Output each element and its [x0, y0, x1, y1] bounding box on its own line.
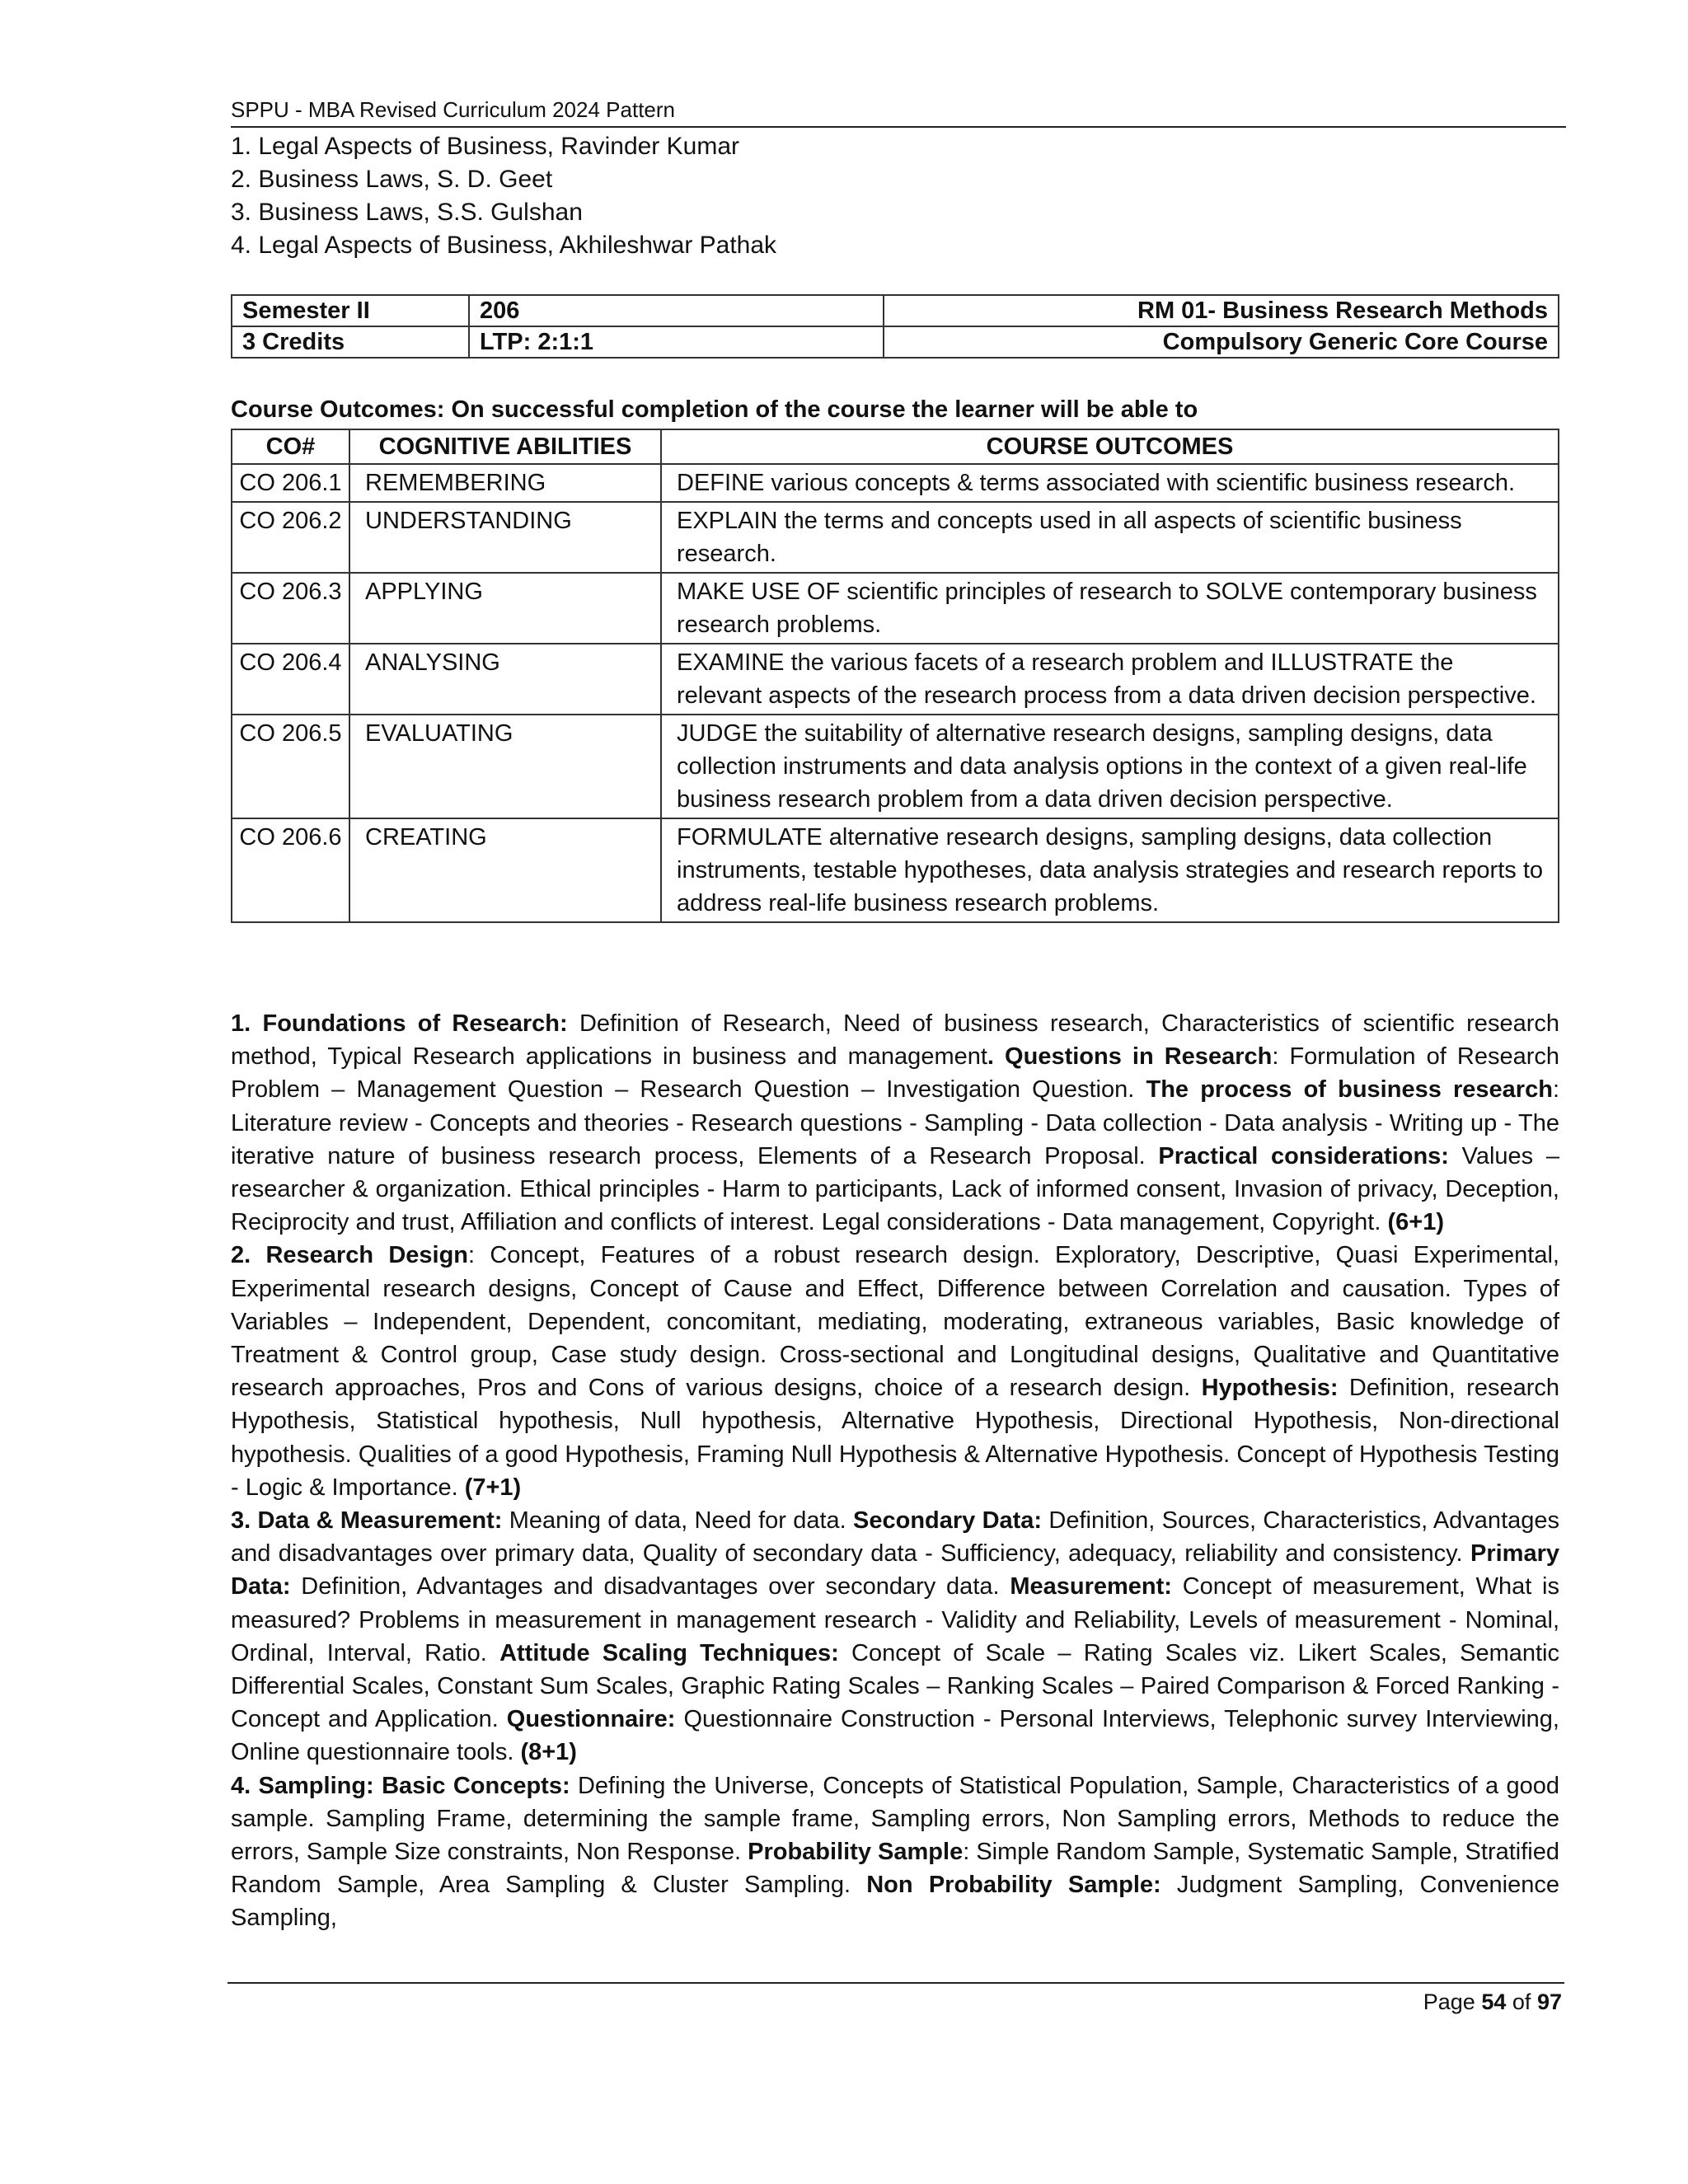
unit-text: Definition, Sources, Characteristics, Advantages and disadvantages over primary data, Quality of secondary data - Sufficiency, adequacy, reliability and consistency.	[231, 1507, 1560, 1568]
reference-item: 3. Business Laws, S.S. Gulshan	[231, 199, 583, 226]
table-row	[232, 326, 1559, 358]
course-outcome: DEFINE various concepts & terms associated with scientific business research.	[661, 464, 1559, 502]
course-outcomes-heading: Course Outcomes: On successful completion of the course the learner will be able to	[231, 396, 1198, 423]
reference-list	[231, 130, 1566, 262]
unit-2-paragraph	[231, 1239, 1559, 1504]
cognitive-ability: UNDERSTANDING	[349, 502, 661, 573]
column-header: COGNITIVE ABILITIES	[349, 429, 661, 464]
unit-subtitle: Probability Sample	[748, 1839, 964, 1866]
unit-subtitle: Attitude Scaling Techniques:	[499, 1639, 839, 1666]
unit-subtitle: Hypothesis:	[1201, 1375, 1339, 1402]
co-code: CO 206.4	[232, 644, 349, 715]
unit-subtitle: Practical considerations:	[1158, 1142, 1449, 1169]
unit-text: : Formulation of Research Problem – Management Question – Research Question – Investigation Question.	[231, 1043, 1559, 1104]
course-outcome: EXPLAIN the terms and concepts used in all aspects of scientific business research.	[661, 502, 1559, 573]
unit-text: Concept of Scale – Rating Scales viz. Likert Scales, Semantic Differential Scales, Constant Sum Scales, Graphic Rating Scales – Ranking Scales – Paired Comparison & Forced Ranking - Concept and Application.	[231, 1639, 1559, 1733]
table-row	[232, 573, 1559, 644]
table-row	[232, 295, 1559, 326]
ltp-cell: LTP: 2:1:1	[469, 326, 884, 358]
course-type-cell: Compulsory Generic Core Course	[884, 326, 1559, 358]
course-outcome: JUDGE the suitability of alternative research designs, sampling designs, data collection instruments and data analysis options in the context of a given real-life business research problem from a data driven decision perspective.	[661, 715, 1559, 818]
table-row	[232, 464, 1559, 502]
reference-item: 1. Legal Aspects of Business, Ravinder Kumar	[231, 133, 739, 160]
unit-text: : Concept, Features of a robust research design. Exploratory, Descriptive, Quasi Experimental, Experimental research designs, Concept of Cause and Effect, Difference between Correlation and causation. Types of Variables – Independent, Dependent, concomitant, mediating, moderating, extraneous variables, Basic knowledge of Treatment & Control group, Case study design. Cross-sectional and Longitudinal designs, Qualitative and Quantitative research approaches, Pros and Cons of various designs, choice of a research design.	[231, 1242, 1559, 1402]
page-total: 97	[1536, 1990, 1562, 2014]
unit-hours: (7+1)	[464, 1474, 522, 1501]
unit-title: 4. Sampling: Basic Concepts:	[231, 1772, 570, 1799]
table-row	[232, 644, 1559, 715]
co-code: CO 206.3	[232, 573, 349, 644]
unit-text: Definition, Advantages and disadvantages over secondary data.	[290, 1573, 1010, 1601]
page-label: Page	[1423, 1990, 1475, 2014]
course-outcome: FORMULATE alternative research designs, sampling designs, data collection instruments, testable hypotheses, data analysis strategies and research reports to address real-life business research problems.	[661, 818, 1559, 922]
unit-text: Judgment Sampling, Convenience Sampling,	[231, 1872, 1559, 1932]
unit-text: Concept of measurement, What is measured? Problems in measurement in management research - Validity and Reliability, Levels of measurement - Nominal, Ordinal, Interval, Ratio.	[231, 1573, 1559, 1666]
unit-subtitle: The process of business research	[1146, 1076, 1553, 1104]
cognitive-ability: REMEMBERING	[349, 464, 661, 502]
page-current: 54	[1481, 1990, 1507, 2014]
unit-3-paragraph	[231, 1504, 1559, 1769]
unit-hours: (8+1)	[520, 1739, 577, 1766]
of-label: of	[1512, 1990, 1531, 2014]
course-outcome: MAKE USE OF scientific principles of research to SOLVE contemporary business research problems.	[661, 573, 1559, 644]
unit-subtitle: . Questions in Research	[987, 1043, 1273, 1071]
co-code: CO 206.6	[232, 818, 349, 922]
course-info-table	[231, 294, 1559, 359]
unit-title: 1. Foundations of Research:	[231, 1010, 568, 1037]
co-code: CO 206.1	[232, 464, 349, 502]
syllabus-body	[231, 1007, 1559, 1935]
course-outcomes-table	[231, 429, 1559, 923]
unit-1-paragraph	[231, 1007, 1559, 1239]
unit-text: Definition, research Hypothesis, Statistical hypothesis, Null hypothesis, Alternative Hypothesis, Directional Hypothesis, Non-directional hypothesis. Qualities of a good Hypothesis, Framing Null Hypothesis & Alternative Hypothesis. Concept of Hypothesis Testing - Logic & Importance.	[231, 1375, 1559, 1501]
column-header: CO#	[232, 429, 349, 464]
unit-hours: (6+1)	[1387, 1209, 1444, 1236]
unit-subtitle: Secondary Data:	[853, 1507, 1043, 1535]
unit-text: Defining the Universe, Concepts of Statistical Population, Sample, Characteristics of a good sample. Sampling Frame, determining the sample frame, Sampling errors, Non Sampling errors, Methods to reduce the errors, Sample Size constraints, Non Response.	[231, 1772, 1560, 1866]
unit-subtitle: Measurement:	[1010, 1573, 1172, 1601]
cognitive-ability: ANALYSING	[349, 644, 661, 715]
unit-title: 2. Research Design	[231, 1242, 469, 1269]
column-header: COURSE OUTCOMES	[661, 429, 1559, 464]
co-code: CO 206.5	[232, 715, 349, 818]
unit-text: : Simple Random Sample, Systematic Sample, Stratified Random Sample, Area Sampling & Cluster Sampling.	[231, 1839, 1559, 1899]
unit-subtitle: Non Probability Sample:	[866, 1872, 1161, 1899]
table-row	[232, 502, 1559, 573]
semester-cell: Semester II	[232, 295, 469, 326]
reference-item: 2. Business Laws, S. D. Geet	[231, 166, 553, 193]
unit-4-paragraph	[231, 1769, 1559, 1935]
unit-text: Values – researcher & organization. Ethical principles - Harm to participants, Lack of informed consent, Invasion of privacy, Deception, Reciprocity and trust, Affiliation and conflicts of interest. Legal considerations - Data management, Copyright.	[231, 1142, 1560, 1236]
course-name-cell: RM 01- Business Research Methods	[884, 295, 1559, 326]
reference-item: 4. Legal Aspects of Business, Akhileshwar Pathak	[231, 232, 777, 259]
unit-subtitle: Primary Data:	[231, 1540, 1559, 1601]
page-number	[1423, 1990, 1562, 2015]
unit-subtitle: Questionnaire:	[506, 1706, 676, 1733]
course-code-cell: 206	[469, 295, 884, 326]
unit-text: Definition of Research, Need of business research, Characteristics of scientific research method, Typical Research applications in business and management	[231, 1010, 1559, 1071]
cognitive-ability: APPLYING	[349, 573, 661, 644]
page-header: SPPU - MBA Revised Curriculum 2024 Pattern	[231, 97, 1566, 128]
unit-text: : Literature review - Concepts and theories - Research questions - Sampling - Data collection - Data analysis - Writing up - The iterative nature of business research process, Elements of a Research Proposal.	[231, 1076, 1559, 1169]
course-outcome: EXAMINE the various facets of a research problem and ILLUSTRATE the relevant aspects of the research process from a data driven decision perspective.	[661, 644, 1559, 715]
footer-divider	[227, 1982, 1564, 1984]
table-header-row	[232, 429, 1559, 464]
unit-text: Questionnaire Construction - Personal Interviews, Telephonic survey Interviewing, Online questionnaire tools.	[231, 1706, 1559, 1766]
cognitive-ability: EVALUATING	[349, 715, 661, 818]
co-code: CO 206.2	[232, 502, 349, 573]
credits-cell: 3 Credits	[232, 326, 469, 358]
table-row	[232, 818, 1559, 922]
cognitive-ability: CREATING	[349, 818, 661, 922]
unit-text: Meaning of data, Need for data.	[502, 1507, 853, 1535]
unit-title: 3. Data & Measurement:	[231, 1507, 503, 1535]
table-row	[232, 715, 1559, 818]
